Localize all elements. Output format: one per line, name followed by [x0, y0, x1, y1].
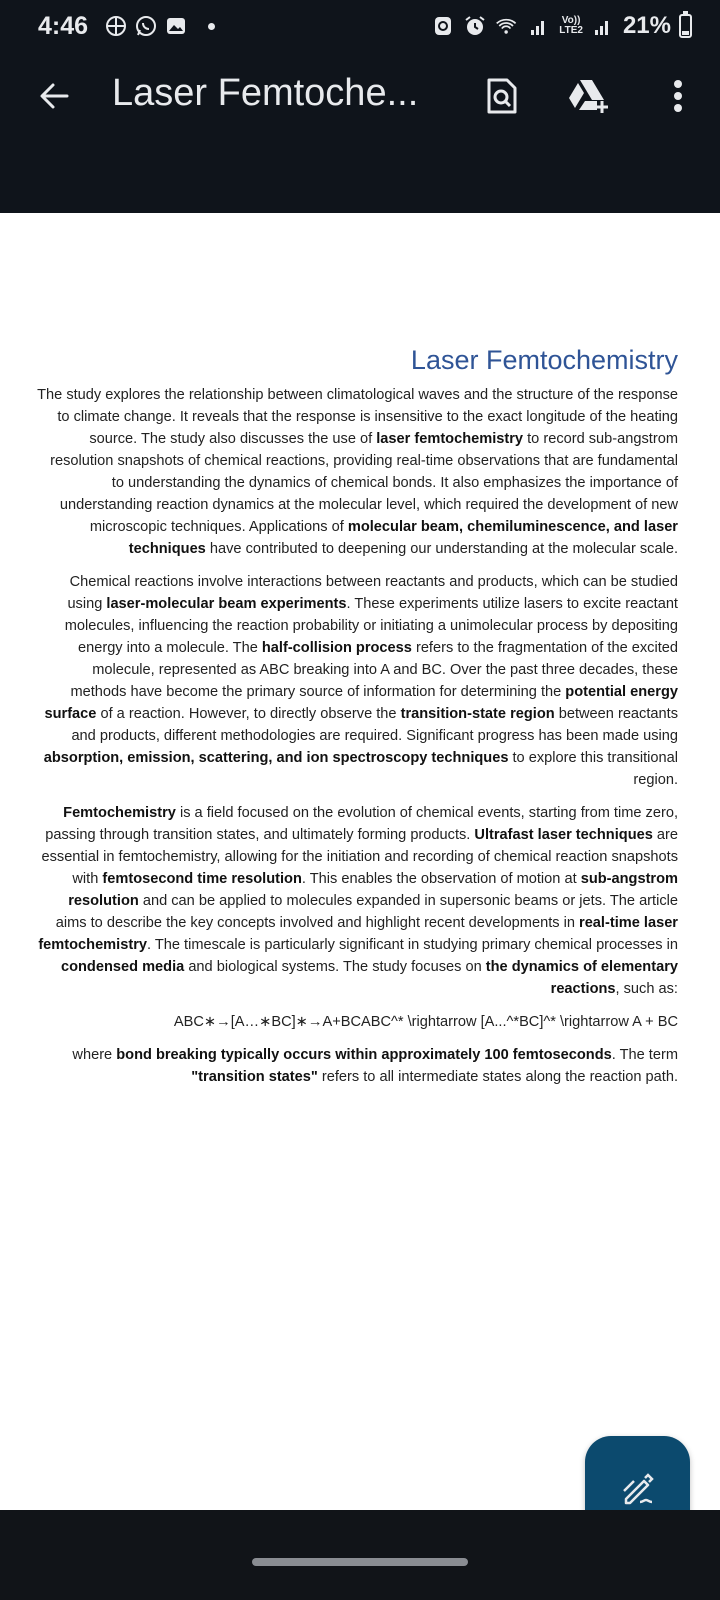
document-heading: Laser Femtochemistry: [410, 345, 678, 375]
more-notifications-dot: [208, 23, 215, 30]
add-to-drive-icon: [568, 77, 612, 115]
status-bar: [0, 0, 720, 56]
more-options-button[interactable]: [654, 72, 702, 120]
system-icons: [431, 12, 692, 40]
battery-percent: 21%: [622, 12, 671, 39]
paragraph-4: where bond breaking typically occurs within approximately 100 femtoseconds. The term "transition states" refers to all intermediate states along the reaction path.: [72, 1047, 678, 1085]
network-label: [559, 16, 583, 36]
paragraph-2: Chemical reactions involve interactions between reactants and products, which can be studied using laser-molecular beam experiments. These experiments utilize lasers to excite reactant molecules, influencing the reaction probability or initiating a unimolecular process by depositing energy into a molecule. The half-collision process refers to the fragmentation of the excited molecule, represented as ABC breaking into A and BC. Over the past three decades, these methods have become the primary source of information for determining the potential energy surface of a reaction. However, to directly observe the transition-state region between reactants and products, different methodologies are required. Significant progress has been made using absorption, emission, scattering, and ion spectroscopy techniques to explore this transitional region.: [43, 574, 678, 788]
find-in-document-icon: [485, 77, 519, 115]
notification-icons: [104, 14, 215, 38]
wifi-icon: [495, 14, 519, 38]
back-button[interactable]: [30, 72, 78, 120]
paragraph-3: Femtochemistry is a field focused on the evolution of chemical events, starting from time zero, passing through transition states, and ultimately forming products. Ultrafast laser techniques are essential in femtochemistry, allowing for the initiation and recording of chemical reaction snapshots with femtosecond time resolution. This enables the observation of motion at sub-angstrom resolution and can be applied to molecules expanded in supersonic beams or jets. The article aims to describe the key concepts involved and highlight recent developments in real-time laser femtochemistry. The timescale is particularly significant in studying primary chemical processes in condensed media and biological systems. The study focuses on the dynamics of elementary reactions, such as:: [38, 805, 678, 997]
top-bar: [0, 0, 720, 213]
gesture-handle[interactable]: [252, 1558, 468, 1566]
signal-icon-2: [591, 14, 615, 38]
network-label-top: Vo)): [561, 15, 581, 26]
gallery-icon: [164, 14, 188, 38]
add-to-drive-button[interactable]: [566, 72, 614, 120]
edit-pen-icon: [618, 1469, 658, 1509]
pinwheel-icon: [104, 14, 128, 38]
more-vert-icon: [672, 78, 684, 114]
back-arrow-icon: [37, 79, 71, 113]
status-time: 4:46: [38, 12, 89, 40]
document-page: [36, 340, 678, 1099]
whatsapp-icon: [134, 14, 158, 38]
battery-icon: [679, 14, 692, 38]
document-title: Laser Femtoche...: [112, 72, 419, 114]
app-bar: [0, 56, 720, 136]
paragraph-1: The study explores the relationship between climatological waves and the structure of the response to climate change. It reveals that the response is insensitive to the exact longitude of the heating source. The study also discusses the use of laser femtochemistry to record sub-angstrom resolution snapshots of chemical reactions, providing real-time observations that are fundamental to understanding the dynamics of chemical bonds. It also emphasizes the importance of understanding reaction dynamics at the molecular level, which required the development of new microscopic techniques. Applications of molecular beam, chemiluminescence, and laser techniques have contributed to deepening our understanding at the molecular scale.: [37, 387, 678, 557]
alarm-icon: [463, 14, 487, 38]
find-in-document-button[interactable]: [478, 72, 526, 120]
signal-icon-1: [527, 14, 551, 38]
network-label-bottom: LTE2: [559, 25, 583, 36]
reaction-formula: ABC∗→[A…∗BC]∗→A+BCABC^* \rightarrow [A...^*BC]^* \rightarrow A + BC: [173, 1014, 678, 1030]
navigation-bar: [0, 1510, 720, 1600]
recycle-icon: [431, 14, 455, 38]
